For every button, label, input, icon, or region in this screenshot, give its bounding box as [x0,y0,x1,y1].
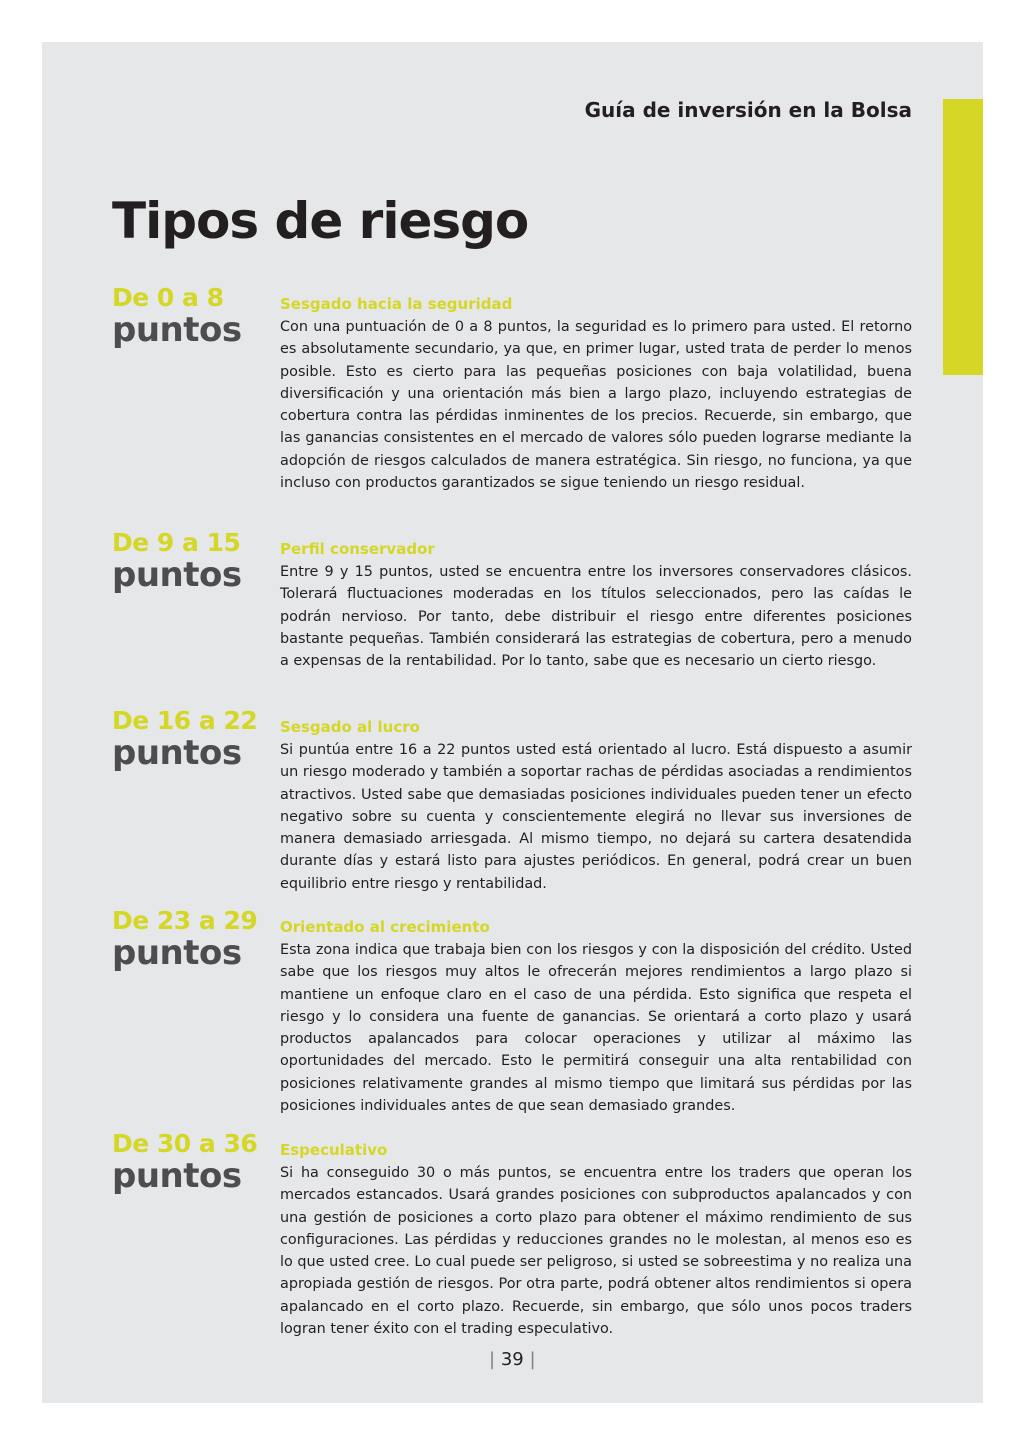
section-body: Con una puntuación de 0 a 8 puntos, la seguridad es lo primero para usted. El retorno es absolutamente secundario, ya que, en primer lugar, usted trata de perder lo menos posible. Esto es cierto para las pequeñas posiciones con baja volatilidad, buena diversificación y una orientación más bien a largo plazo, incluyendo estrategias de cobertura contra las pérdidas inminentes de los precios. Recuerde, sin embargo, que las ganancias consistentes en el mercado de valores sólo pueden lograrse mediante la adopción de riesgos calculados de manera estratégica. Sin riesgo, no funciona, ya que incluso con productos garantizados se sigue teniendo un riesgo residual. [280,319,912,492]
section-heading: Sesgado al lucro [280,718,420,736]
section-heading: Orientado al crecimiento [280,918,490,936]
range-block [112,284,272,348]
page-title: Tipos de riesgo [112,192,529,250]
section-body: Entre 9 y 15 puntos, usted se encuentra entre los inversores conservadores clásicos. Tolerará fluctuaciones moderadas en los títulos seleccionados, pero las caídas le podrán nervioso. Por tanto, debe distribuir el riesgo entre diferentes posiciones bastante pequeñas. También considerará las estrategias de cobertura, pero a menudo a expensas de la rentabilidad. Por lo tanto, sabe que es necesario un cierto riesgo. [280,564,912,670]
range-block [112,707,272,771]
range-unit: puntos [112,1156,242,1196]
running-title: Guía de inversión en la Bolsa [584,98,912,122]
range-label: De 9 a 15 [112,528,241,557]
range-unit: puntos [112,310,242,350]
section-heading: Sesgado hacia la seguridad [280,295,513,313]
range-block [112,529,272,593]
divider-left: | [489,1349,496,1370]
section-heading: Perfil conservador [280,540,435,558]
range-label: De 23 a 29 [112,906,258,935]
section-heading: Especulativo [280,1141,388,1159]
section-body: Si ha conseguido 30 o más puntos, se encuentra entre los traders que operan los mercados estancados. Usará grandes posiciones con subproductos apalancados y con una gestión de posiciones a corto plazo para obtener el máximo rendimiento de sus configuraciones. Las pérdidas y reducciones grandes no le molestan, al menos eso es lo que usted cree. Lo cual puede ser peligroso, si usted se sobreestima y no realiza una apropiada gestión de riesgos. Por otra parte, podrá obtener altos rendimientos si opera apalancado en el corto plazo. Recuerde, sin embargo, que sólo unos pocos traders logran tener éxito con el trading especulativo. [280,1165,912,1338]
divider-right: | [529,1349,536,1370]
range-unit: puntos [112,733,242,773]
section-body: Si puntúa entre 16 a 22 puntos usted está orientado al lucro. Está dispuesto a asumir un riesgo moderado y también a soportar rachas de pérdidas asociadas a rendimientos atractivos. Usted sabe que demasiadas posiciones individuales pueden tener un efecto negativo sobre su cuenta y conscientemente elegirá no llevar sus inversiones de manera demasiado arriesgada. Al mismo tiempo, no dejará su cartera desatendida durante días y estará listo para ajustes periódicos. En general, podrá crear un buen equilibrio entre riesgo y rentabilidad. [280,742,912,892]
section-body: Esta zona indica que trabaja bien con los riesgos y con la disposición del crédito. Usted sabe que los riesgos muy altos le ofrecerán mejores rendimientos a largo plazo si mantiene un enfoque claro en el caso de una pérdida. Esto significa que respeta el riesgo y lo considera una fuente de ganancias. Se orientará a corto plazo y usará productos apalancados para colocar operaciones y utilizar al máximo las oportunidades del mercado. Esto le permitirá conseguir una alta rentabilidad con posiciones relativamente grandes al mismo tiempo que limitará sus pérdidas por las posiciones individuales antes de que sean demasiado grandes. [280,942,912,1115]
section-content [280,1140,912,1340]
range-label: De 0 a 8 [112,283,224,312]
range-block [112,907,272,971]
range-unit: puntos [112,933,242,973]
section-content [280,294,912,494]
accent-bar [943,99,983,375]
range-block [112,1130,272,1194]
range-unit: puntos [112,555,242,595]
range-label: De 30 a 36 [112,1129,258,1158]
section-content [280,917,912,1117]
range-label: De 16 a 22 [112,706,258,735]
section-content [280,539,912,672]
section-content [280,717,912,895]
page-number [489,1349,536,1370]
page-number-value: 39 [500,1349,524,1370]
